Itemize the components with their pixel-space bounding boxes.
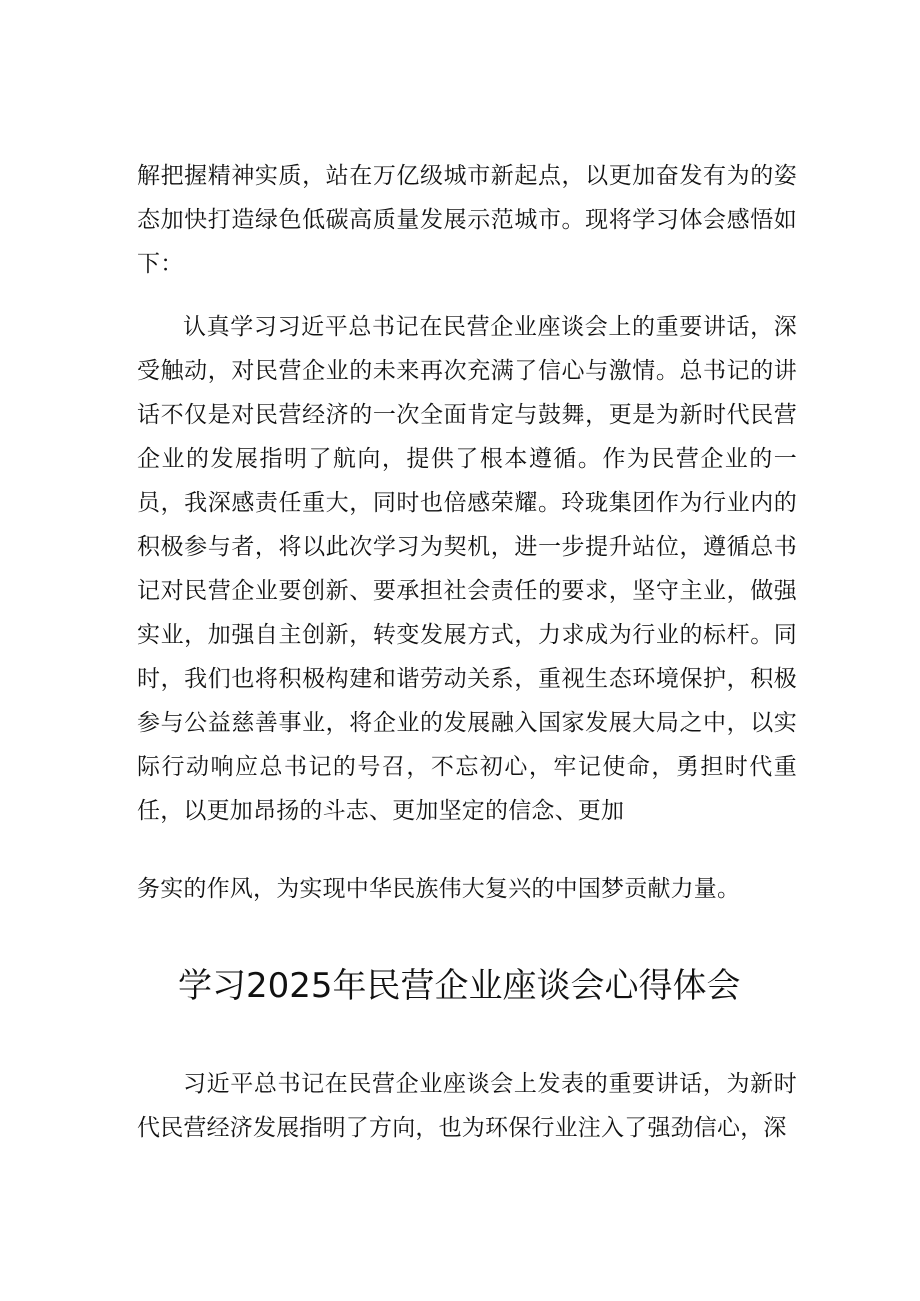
paragraph-next: 习近平总书记在民营企业座谈会上发表的重要讲话，为新时代民营经济发展指明了方向，也为环保行业注入了强劲信心，深 (137, 1071, 797, 1141)
paragraph-tail: 务实的作风，为实现中华民族伟大复兴的中国梦贡献力量。 (137, 876, 741, 902)
paragraph-continuation: 解把握精神实质，站在万亿级城市新起点，以更加奋发有为的姿态加快打造绿色低碳高质量发展示范城市。现将学习体会感悟如下： (137, 163, 797, 277)
section-title: 学习2025年民营企业座谈会心得体会 (178, 966, 741, 1006)
paragraph-main: 认真学习习近平总书记在民营企业座谈会上的重要讲话，深受触动，对民营企业的未来再次充满了信心与激情。总书记的讲话不仅是对民营经济的一次全面肯定与鼓舞，更是为新时代民营企业的发展指明了航向，提供了根本遵循。作为民营企业的一员，我深感责任重大，同时也倍感荣耀。玲珑集团作为行业内的积极参与者，将以此次学习为契机，进一步提升站位，遵循总书记对民营企业要创新、要承担社会责任的要求，坚守主业，做强实业，加强自主创新，转变发展方式，力求成为行业的标杆。同时，我们也将积极构建和谐劳动关系，重视生态环境保护，积极参与公益慈善事业，将企业的发展融入国家发展大局之中，以实际行动响应总书记的号召，不忘初心，牢记使命，勇担时代重任，以更加昂扬的斗志、更加坚定的信念、更加 (137, 314, 797, 824)
